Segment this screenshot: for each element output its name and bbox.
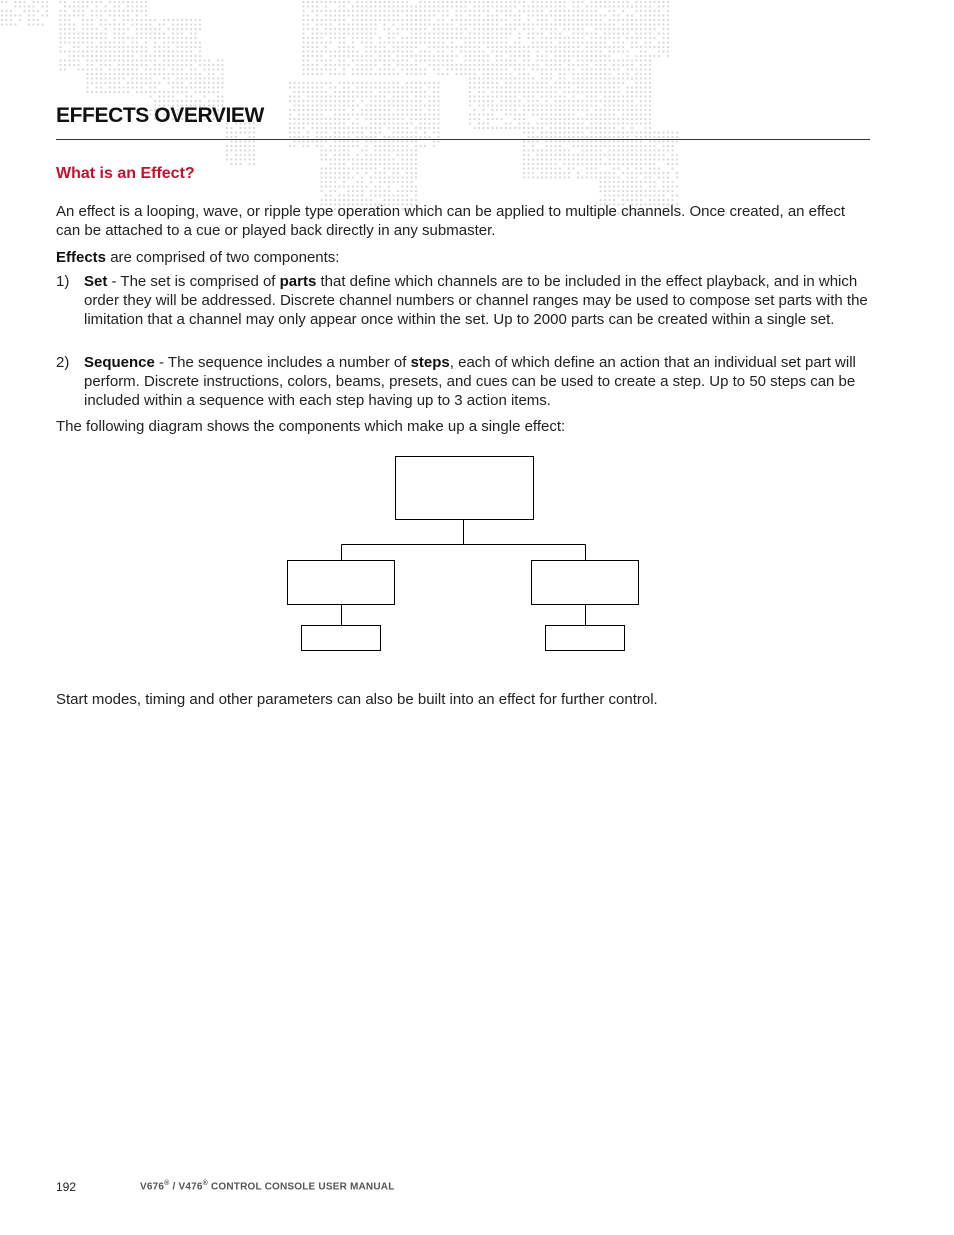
diagram-intro: The following diagram shows the components which make up a single effect: (56, 418, 566, 435)
list-number: 1) (56, 273, 70, 290)
sequence-text-b: , each of which define an action that an individual set part will perform. Discrete instructions, colors, beams, presets, and cues can be used to create a step. Up to 50 steps can be included within a sequence with each step having up to 3 action items. (84, 354, 856, 409)
components-paragraph (56, 248, 870, 267)
diagram-box-effect (396, 457, 534, 520)
page-number: 192 (56, 1180, 77, 1194)
manual-title (140, 1180, 395, 1192)
effects-term: Effects (56, 249, 107, 266)
parts-term: parts (279, 273, 317, 290)
page-title: EFFECTS OVERVIEW (56, 104, 264, 127)
registered-mark: ® (202, 1180, 208, 1187)
closing-paragraph: Start modes, timing and other parameters can also be built into an effect for further control. (56, 691, 658, 708)
list-item-text (84, 272, 874, 329)
model-b: / V476 (169, 1181, 203, 1193)
registered-mark: ® (164, 1180, 170, 1187)
section-heading: What is an Effect? (56, 165, 195, 182)
intro-paragraph: An effect is a looping, wave, or ripple type operation which can be applied to multiple channels. Once created, an effect can be attached to a cue or played back directly in any submaster. (56, 203, 846, 239)
diagram-box-sequence (532, 561, 639, 605)
list-number: 2) (56, 354, 70, 371)
list-item-text (84, 353, 874, 410)
components-text: are comprised of two components: (106, 249, 340, 266)
steps-term: steps (410, 354, 450, 371)
diagram-box-steps (546, 626, 625, 651)
set-text-b: that define which channels are to be included in the effect playback, and in which order they will be addressed. Discrete channel numbers or channel ranges may be used to compose set parts with the limitation that a channel may only appear once within the set. Up to 2000 parts can be created within a single set. (84, 273, 868, 328)
model-a: V676 (140, 1181, 165, 1193)
effect-components-diagram (280, 450, 650, 660)
manual-title-text: CONTROL CONSOLE USER MANUAL (207, 1181, 395, 1193)
sequence-text-a: - The sequence includes a number of (154, 354, 411, 371)
diagram-box-parts (302, 626, 381, 651)
diagram-box-set (288, 561, 395, 605)
title-divider (56, 139, 870, 140)
sequence-term: Sequence (84, 354, 155, 371)
set-term: Set (84, 273, 108, 290)
set-text-a: - The set is comprised of (107, 273, 280, 290)
